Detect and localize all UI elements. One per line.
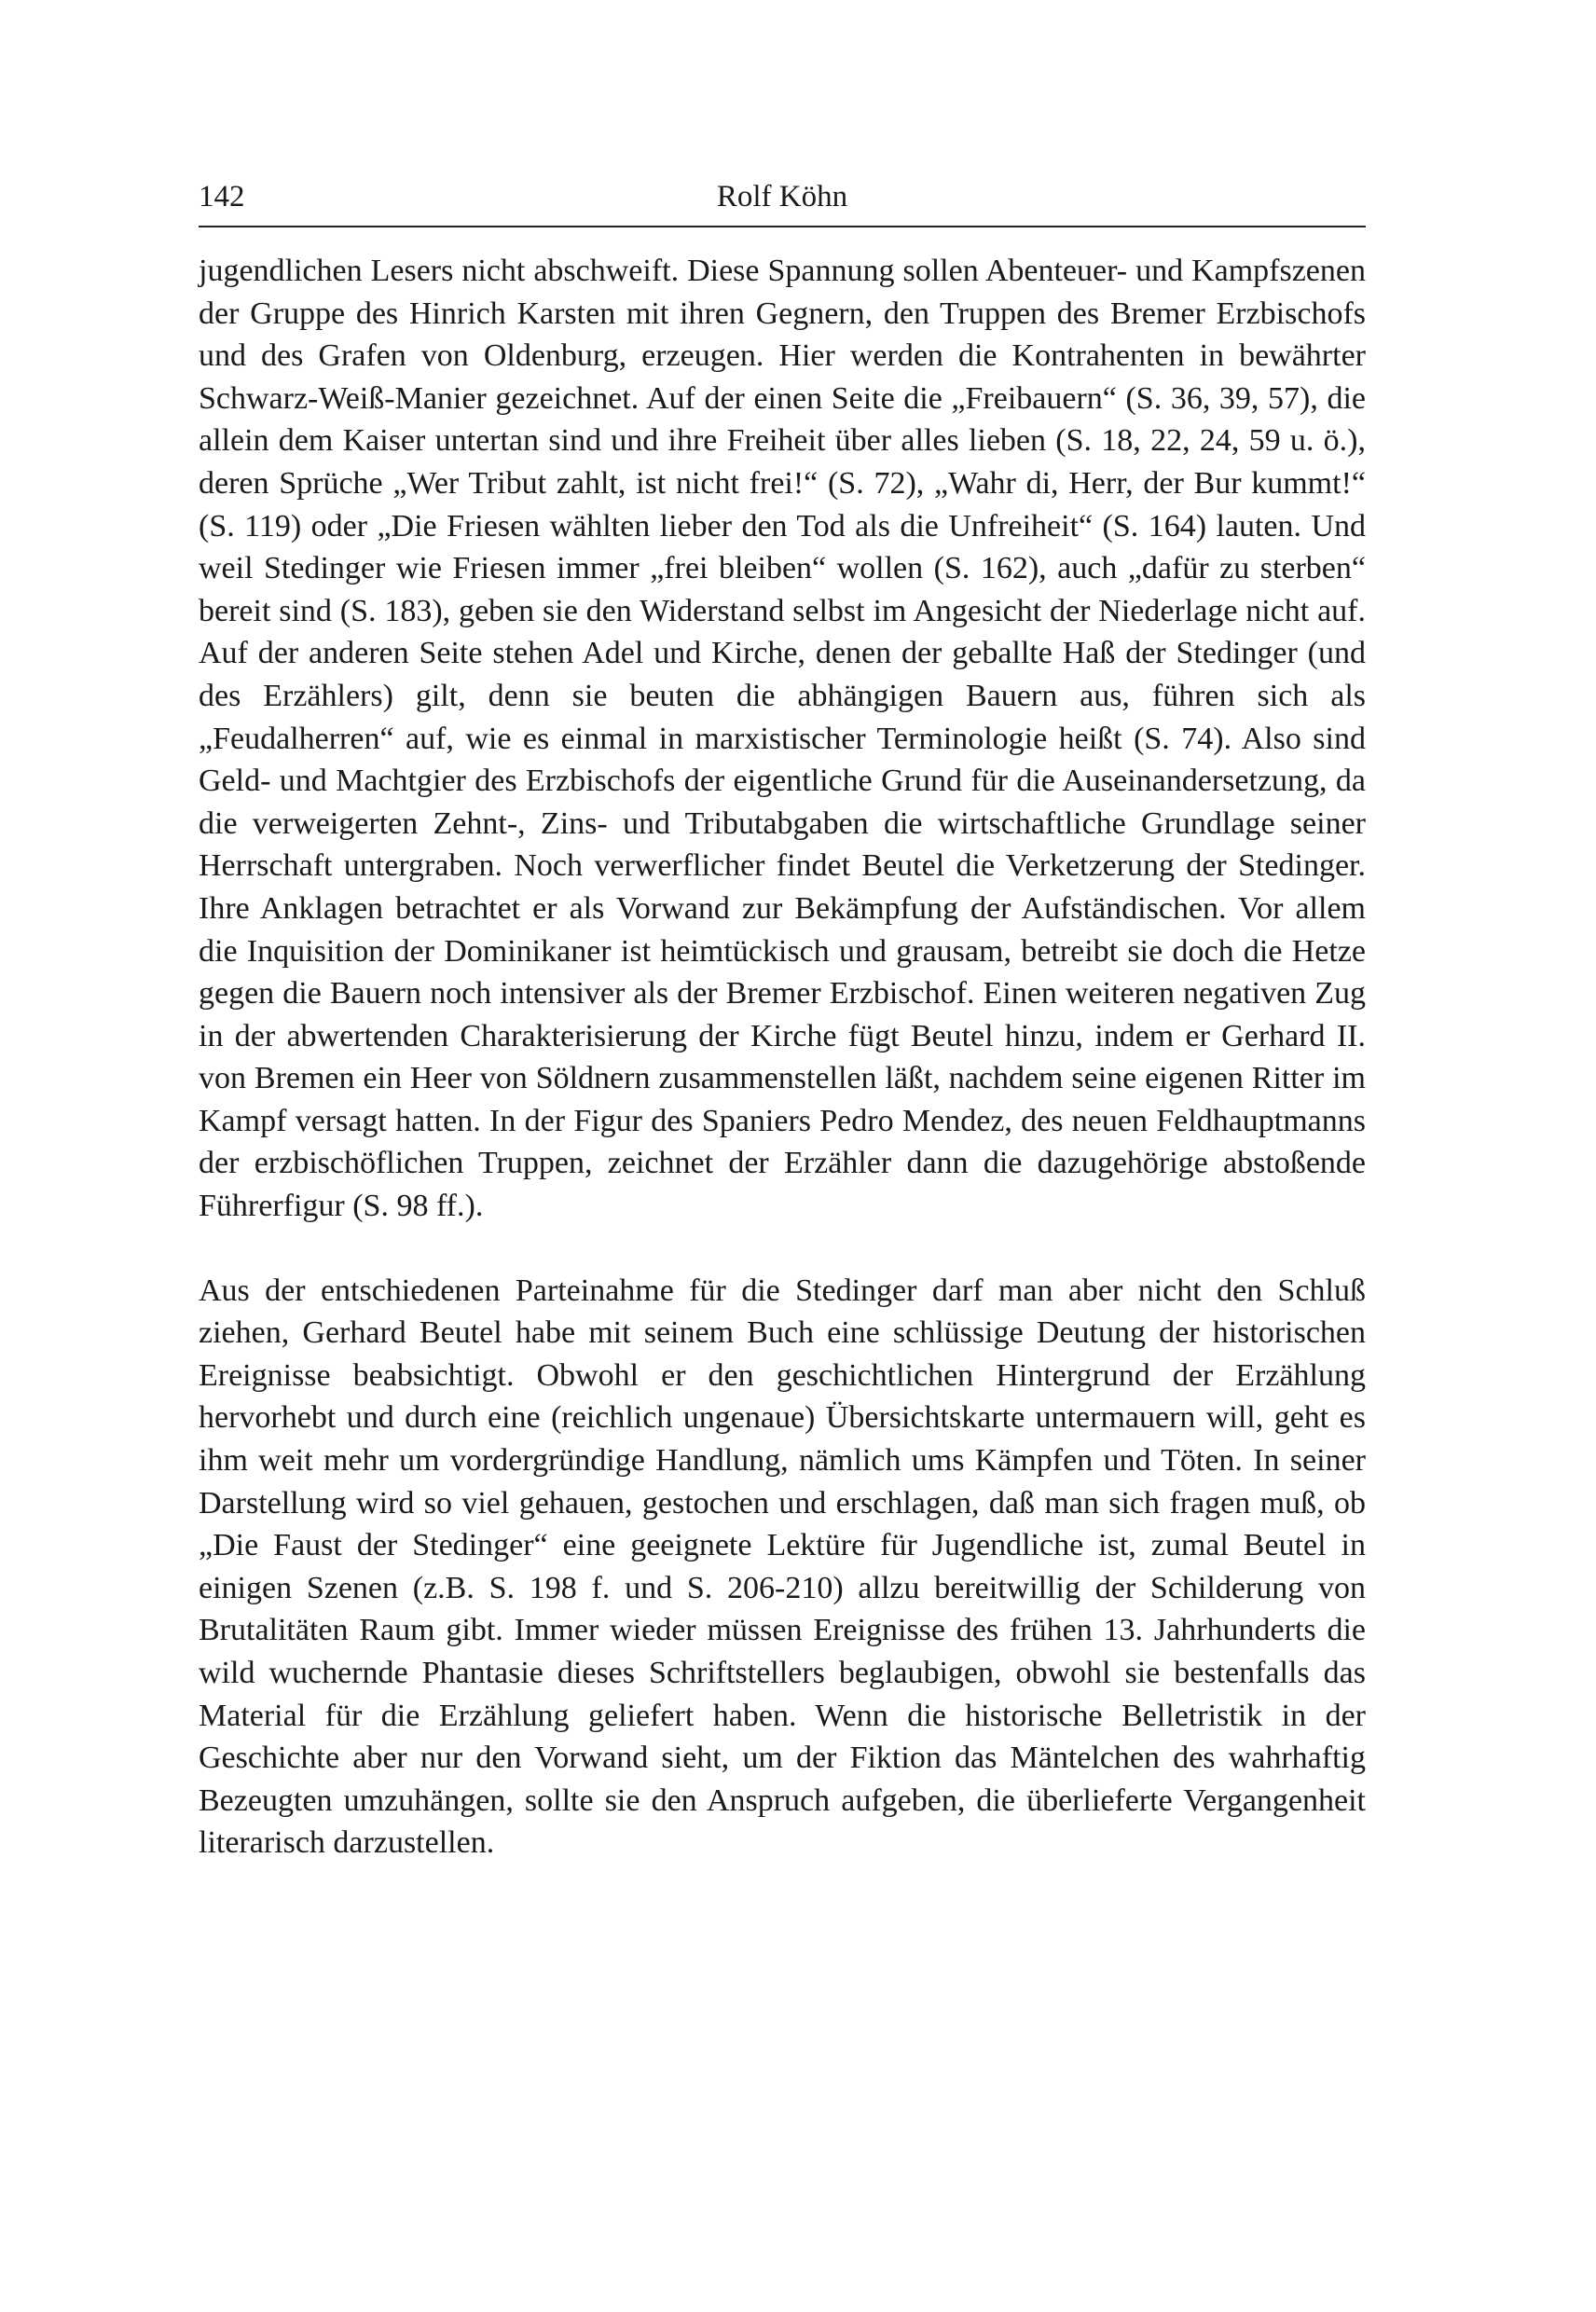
header-rule (199, 226, 1366, 227)
page-number: 142 (199, 180, 245, 213)
paragraph-2: Aus der entschiedenen Parteinahme für die Stedinger darf man aber nicht den Schluß ziehen, Gerhard Beutel habe mit seinem Buch eine schlüssige Deutung der historischen Ereignisse beabsichtigt. Obwohl er den geschichtlichen Hintergrund der Erzählung hervorhebt und durch eine (reichlich ungenaue) Übersichtskarte untermauern will, geht es ihm weit mehr um vordergründige Handlung, nämlich ums Kämpfen und Töten. In seiner Darstellung wird so viel gehauen, gestochen und erschlagen, daß man sich fragen muß, ob „Die Faust der Stedinger“ eine geeignete Lektüre für Jugendliche ist, zumal Beutel in einigen Szenen (z.B. S. 198 f. und S. 206-210) allzu bereitwillig der Schilderung von Brutalitäten Raum gibt. Immer wieder müssen Ereignisse des frühen 13. Jahrhunderts die wild wuchernde Phantasie dieses Schriftstellers beglaubigen, obwohl sie bestenfalls das Material für die Erzählung geliefert haben. Wenn die historische Belletristik in der Geschichte aber nur den Vorwand sieht, um der Fiktion das Mäntelchen des wahrhaftig Bezeugten umzuhängen, sollte sie den Anspruch aufgeben, die überlieferte Vergangenheit literarisch darzustellen. (199, 1273, 1366, 1861)
running-head-author: Rolf Köhn (716, 180, 848, 213)
running-head (199, 175, 1366, 218)
book-page (199, 0, 1366, 2312)
paragraph-1: jugendlichen Lesers nicht abschweift. Diese Spannung sollen Abenteuer- und Kampfszenen der Gruppe des Hinrich Karsten mit ihren Gegnern, den Truppen des Bremer Erzbischofs und des Grafen von Oldenburg, erzeugen. Hier werden die Kontrahenten in bewährter Schwarz-Weiß-Manier gezeichnet. Auf der einen Seite die „Freibauern“ (S. 36, 39, 57), die allein dem Kaiser untertan sind und ihre Freiheit über alles lieben (S. 18, 22, 24, 59 u. ö.), deren Sprüche „Wer Tribut zahlt, ist nicht frei!“ (S. 72), „Wahr di, Herr, der Bur kummt!“ (S. 119) oder „Die Friesen wählten lieber den Tod als die Unfreiheit“ (S. 164) lauten. Und weil Stedinger wie Friesen immer „frei bleiben“ wollen (S. 162), auch „dafür zu sterben“ bereit sind (S. 183), geben sie den Widerstand selbst im Angesicht der Niederlage nicht auf. Auf der anderen Seite stehen Adel und Kirche, denen der geballte Haß der Stedinger (und des Erzählers) gilt, denn sie beuten die abhängigen Bauern aus, führen sich als „Feudalherren“ auf, wie es einmal in marxistischer Terminologie heißt (S. 74). Also sind Geld- und Machtgier des Erzbischofs der eigentliche Grund für die Auseinandersetzung, da die verweigerten Zehnt-, Zins- und Tributabgaben die wirtschaftliche Grundlage seiner Herrschaft untergraben. Noch verwerflicher findet Beutel die Verketzerung der Stedinger. Ihre Anklagen betrachtet er als Vorwand zur Bekämpfung der Aufständischen. Vor allem die Inquisition der Dominikaner ist heimtückisch und grausam, betreibt sie doch die Hetze gegen die Bauern noch intensiver als der Bremer Erzbischof. Einen weiteren negativen Zug in der abwertenden Charakterisierung der Kirche fügt Beutel hinzu, indem er Gerhard II. von Bremen ein Heer von Söldnern zusammenstellen läßt, nachdem seine eigenen Ritter im Kampf versagt hatten. In der Figur des Spaniers Pedro Mendez, des neuen Feldhauptmanns der erzbischöflichen Truppen, zeichnet der Erzähler dann die dazugehörige abstoßende Führerfigur (S. 98 ff.). (199, 254, 1366, 1224)
body-text (199, 250, 1366, 1865)
